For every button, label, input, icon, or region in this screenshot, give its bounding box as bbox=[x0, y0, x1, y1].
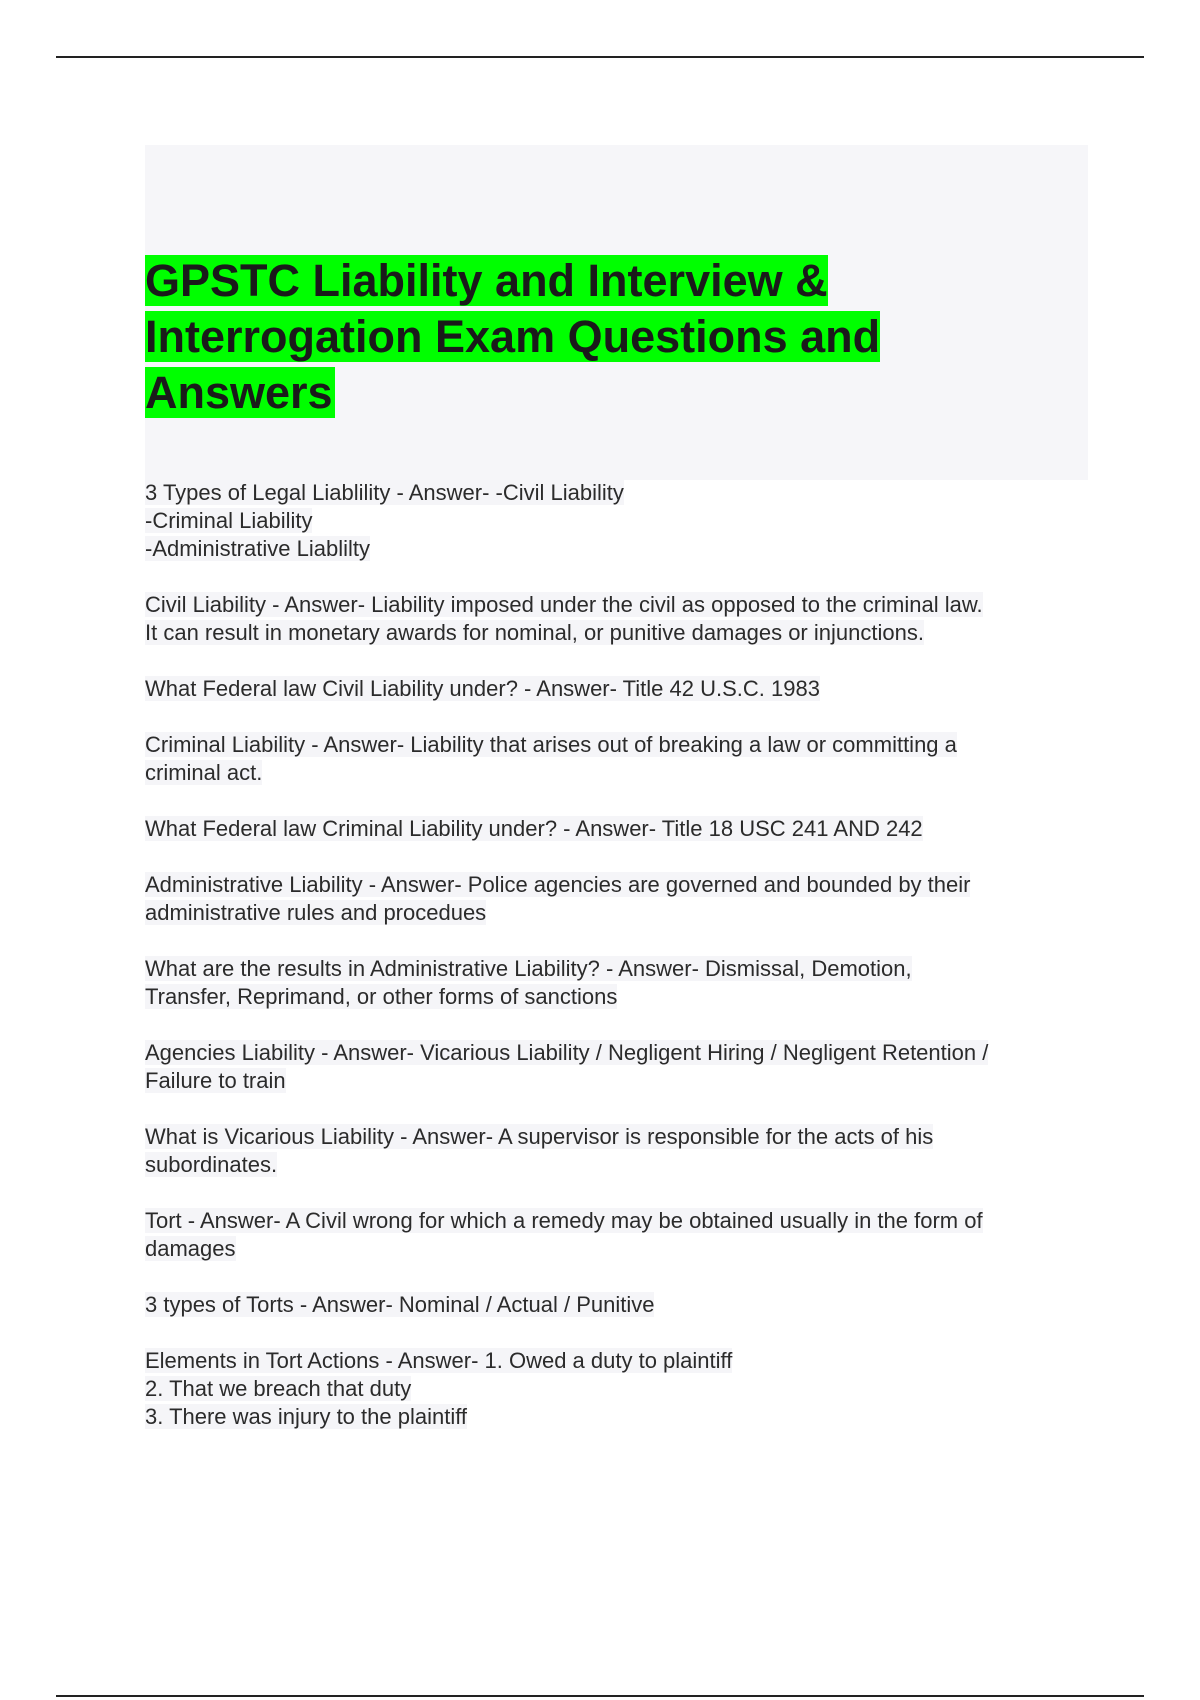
qa-line: Agencies Liability - Answer- Vicarious Liability / Negligent Hiring / Negligent Retention / bbox=[145, 1040, 989, 1065]
qa-item bbox=[145, 1291, 1095, 1319]
qa-item bbox=[145, 815, 1095, 843]
qa-item bbox=[145, 479, 1095, 563]
qa-line: Administrative Liability - Answer- Police agencies are governed and bounded by their bbox=[145, 872, 971, 897]
qa-line: What are the results in Administrative Liability? - Answer- Dismissal, Demotion, bbox=[145, 956, 912, 981]
qa-line: administrative rules and procedues bbox=[145, 900, 487, 925]
qa-item bbox=[145, 675, 1095, 703]
top-rule bbox=[56, 56, 1144, 58]
qa-item bbox=[145, 591, 1095, 647]
qa-line: criminal act. bbox=[145, 760, 263, 785]
qa-item bbox=[145, 1039, 1095, 1095]
qa-line: Tort - Answer- A Civil wrong for which a remedy may be obtained usually in the form of bbox=[145, 1208, 983, 1233]
title-highlight: GPSTC Liability and Interview & Interrogation Exam Questions and Answers bbox=[145, 255, 881, 418]
qa-line: 2. That we breach that duty bbox=[145, 1376, 412, 1401]
qa-item bbox=[145, 1207, 1095, 1263]
qa-line: What is Vicarious Liability - Answer- A supervisor is responsible for the acts of his bbox=[145, 1124, 934, 1149]
bottom-rule bbox=[56, 1695, 1144, 1697]
qa-line: 3 types of Torts - Answer- Nominal / Actual / Punitive bbox=[145, 1292, 655, 1317]
qa-line: 3. There was injury to the plaintiff bbox=[145, 1404, 468, 1429]
qa-line: -Criminal Liability bbox=[145, 508, 313, 533]
qa-item bbox=[145, 955, 1095, 1011]
qa-line: damages bbox=[145, 1236, 236, 1261]
qa-line: Elements in Tort Actions - Answer- 1. Owed a duty to plaintiff bbox=[145, 1348, 733, 1373]
qa-line: Failure to train bbox=[145, 1068, 286, 1093]
qa-item bbox=[145, 1123, 1095, 1179]
qa-item bbox=[145, 731, 1095, 787]
qa-line: It can result in monetary awards for nominal, or punitive damages or injunctions. bbox=[145, 620, 924, 645]
qa-list bbox=[145, 479, 1095, 1459]
qa-item bbox=[145, 1347, 1095, 1431]
qa-line: -Administrative Liablilty bbox=[145, 536, 370, 561]
qa-line: subordinates. bbox=[145, 1152, 278, 1177]
document-title bbox=[145, 253, 965, 421]
qa-item bbox=[145, 871, 1095, 927]
qa-line: Transfer, Reprimand, or other forms of sanctions bbox=[145, 984, 618, 1009]
qa-line: 3 Types of Legal Liablility - Answer- -Civil Liability bbox=[145, 480, 624, 505]
qa-line: Civil Liability - Answer- Liability imposed under the civil as opposed to the criminal law. bbox=[145, 592, 983, 617]
qa-line: What Federal law Criminal Liability under? - Answer- Title 18 USC 241 AND 242 bbox=[145, 816, 923, 841]
qa-line: What Federal law Civil Liability under? - Answer- Title 42 U.S.C. 1983 bbox=[145, 676, 820, 701]
qa-line: Criminal Liability - Answer- Liability that arises out of breaking a law or committing a bbox=[145, 732, 957, 757]
